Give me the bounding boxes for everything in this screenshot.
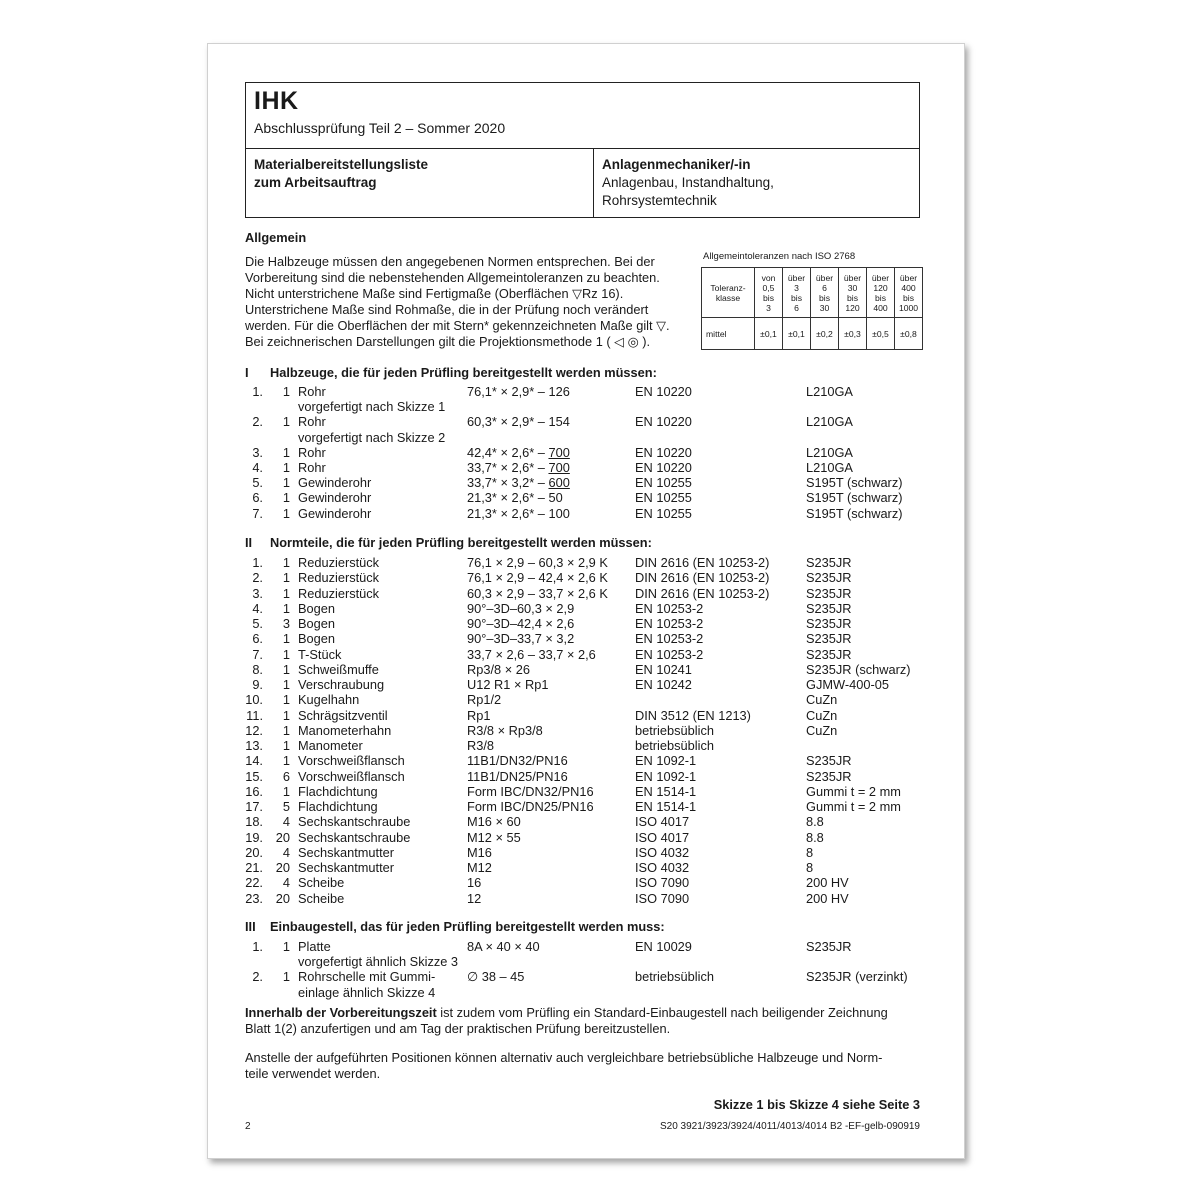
- item-name: Vorschweißflansch: [298, 753, 405, 769]
- item-quantity: 1: [282, 631, 290, 647]
- header-top: [246, 83, 919, 149]
- item-material: CuZn: [806, 722, 838, 738]
- item-number: 7.: [252, 646, 263, 662]
- list-item: [208, 384, 964, 399]
- item-name: Reduzierstück: [298, 555, 380, 570]
- list-item: [208, 738, 964, 753]
- item-norm: EN 10255: [635, 490, 692, 506]
- item-name: Bogen: [298, 631, 336, 647]
- raw-dimension: 700: [548, 460, 570, 475]
- item-material: 200 HV: [806, 875, 849, 891]
- item-norm: ISO 4032: [635, 844, 690, 860]
- item-number: 21.: [245, 860, 263, 875]
- tolerance-value: ±0,5: [867, 318, 895, 350]
- item-material: CuZn: [806, 707, 838, 723]
- tolerance-row-label: mittel: [702, 318, 755, 350]
- item-number: 4.: [252, 600, 263, 616]
- class-label: Toleranz-: [710, 282, 746, 293]
- item-norm: EN 10220: [635, 414, 692, 430]
- page-number: 2: [245, 1121, 251, 1132]
- item-name: Verschraubung: [298, 677, 385, 692]
- item-norm: ISO 4017: [635, 829, 690, 845]
- list-item: [208, 830, 964, 845]
- general-line: werden. Für die Oberflächen der mit Stern* gekennzeichneten Maße gilt ▽.: [245, 318, 670, 333]
- specialty-line-1: Anlagenbau, Instandhaltung,: [602, 175, 774, 190]
- tolerance-value: ±0,1: [783, 318, 811, 350]
- item-dimension: 33,7* × 3,2* – 600: [467, 475, 570, 491]
- general-line: Unterstrichene Maße sind Rohmaße, die in der Prüfung noch verändert: [245, 302, 649, 317]
- item-material: S235JR: [806, 631, 852, 647]
- item-number: 5.: [252, 616, 263, 631]
- list-item: [208, 875, 964, 890]
- list-item: [208, 891, 964, 906]
- item-name: Rohr: [298, 460, 326, 475]
- list-item: [208, 814, 964, 829]
- item-norm: EN 10220: [635, 384, 692, 399]
- tolerance-class-header: [702, 268, 755, 318]
- exam-title: Abschlussprüfung Teil 2 – Sommer 2020: [254, 120, 506, 136]
- item-material: L210GA: [806, 444, 853, 460]
- item-note: vorgefertigt ähnlich Skizze 3: [298, 954, 459, 970]
- item-quantity: 1: [282, 555, 290, 570]
- item-quantity: 20: [275, 860, 290, 875]
- item-name: Rohrschelle mit Gummi-: [298, 969, 436, 985]
- general-line: Vorbereitung sind die nebenstehenden Allgemeintoleranzen zu beachten.: [245, 270, 660, 285]
- item-name: Schweißmuffe: [298, 661, 379, 677]
- general-heading: Allgemein: [245, 230, 307, 245]
- item-name: T-Stück: [298, 646, 342, 662]
- item-norm: EN 1092-1: [635, 753, 697, 769]
- item-quantity: 1: [282, 475, 290, 491]
- list-item: [208, 506, 964, 521]
- item-name: Schrägsitzventil: [298, 707, 388, 723]
- item-material: S235JR (schwarz): [806, 661, 911, 677]
- item-quantity: 1: [282, 460, 290, 475]
- item-dimension: 16: [467, 875, 482, 891]
- item-number: 2.: [252, 414, 263, 430]
- item-material: 8: [806, 844, 814, 860]
- item-number: 2.: [252, 570, 263, 586]
- range-cell: von 0,5 bis 3: [755, 268, 783, 318]
- item-name: Bogen: [298, 616, 336, 631]
- item-norm: EN 10253-2: [635, 646, 704, 662]
- item-dimension: 42,4* × 2,6* – 700: [467, 444, 570, 460]
- item-dimension: U12 R1 × Rp1: [467, 677, 549, 692]
- item-material: S195T (schwarz): [806, 505, 903, 521]
- item-dimension: Rp3/8 × 26: [467, 661, 530, 677]
- item-name: Manometer: [298, 738, 363, 753]
- item-name: Platte: [298, 939, 331, 954]
- item-material: CuZn: [806, 692, 838, 708]
- item-material: S235JR: [806, 646, 852, 662]
- item-material: 8: [806, 860, 814, 875]
- item-material: 8.8: [806, 829, 824, 845]
- item-norm: EN 10255: [635, 475, 692, 491]
- item-norm: DIN 3512 (EN 1213): [635, 707, 751, 723]
- item-number: 2.: [252, 969, 263, 985]
- item-dimension: 33,7* × 2,6* – 700: [467, 460, 570, 475]
- item-name: Sechskantschraube: [298, 814, 411, 830]
- item-norm: EN 1514-1: [635, 783, 697, 799]
- item-norm: EN 10241: [635, 661, 692, 677]
- item-number: 12.: [245, 722, 263, 738]
- item-name: Rohr: [298, 444, 326, 460]
- item-dimension: R3/8: [467, 738, 495, 753]
- item-name: Flachdichtung: [298, 799, 378, 814]
- item-quantity: 5: [282, 799, 290, 814]
- item-number: 3.: [252, 585, 263, 601]
- list-item: [208, 631, 964, 646]
- item-quantity: 20: [275, 829, 290, 845]
- item-number: 1.: [252, 555, 263, 570]
- section-heading: [245, 365, 657, 380]
- section-number: III: [245, 919, 256, 934]
- document-code: S20 3921/3923/3924/4011/4013/4014 B2 -EF-gelb-090919: [659, 1121, 920, 1132]
- section-title: Halbzeuge, die für jeden Prüfling bereitgestellt werden müssen:: [270, 365, 657, 380]
- item-number: 19.: [245, 829, 263, 845]
- item-dimension: 11B1/DN25/PN16: [467, 768, 568, 784]
- item-quantity: 4: [282, 875, 290, 891]
- item-quantity: 1: [282, 505, 290, 521]
- item-name: Manometerhahn: [298, 722, 392, 738]
- item-norm: EN 1092-1: [635, 768, 697, 784]
- range-cell: über 30 bis 120: [839, 268, 867, 318]
- alternative-note: [245, 1050, 925, 1082]
- item-number: 7.: [252, 505, 263, 521]
- item-number: 8.: [252, 661, 263, 677]
- doc-title-line-2: zum Arbeitsauftrag: [254, 175, 377, 190]
- item-dimension: Form IBC/DN32/PN16: [467, 783, 594, 799]
- item-name: Flachdichtung: [298, 783, 378, 799]
- section-title: Einbaugestell, das für jeden Prüfling bereitgestellt werden muss:: [270, 919, 665, 934]
- item-norm: EN 10253-2: [635, 616, 704, 631]
- item-number: 6.: [252, 631, 263, 647]
- item-dimension: 21,3* × 2,6* – 50: [467, 490, 563, 506]
- section-number: II: [245, 535, 253, 550]
- item-dimension: 21,3* × 2,6* – 100: [467, 505, 570, 521]
- item-dimension: 60,3* × 2,9* – 154: [467, 414, 570, 430]
- item-quantity: 1: [282, 692, 290, 708]
- general-line: Bei zeichnerischen Darstellungen gilt die Projektionsmethode 1 ( ◁ ◎ ).: [245, 334, 651, 349]
- ihk-logo: IHK: [254, 87, 299, 115]
- item-material: 8.8: [806, 814, 824, 830]
- item-norm: DIN 2616 (EN 10253-2): [635, 555, 770, 570]
- item-material: S235JR: [806, 585, 852, 601]
- item-material: L210GA: [806, 460, 853, 475]
- item-norm: EN 10253-2: [635, 600, 704, 616]
- item-quantity: 6: [282, 768, 290, 784]
- list-item: [208, 969, 964, 984]
- item-quantity: 1: [282, 722, 290, 738]
- doc-title-cell: [246, 149, 594, 217]
- general-line: Die Halbzeuge müssen den angegebenen Normen entsprechen. Bei der: [245, 254, 655, 269]
- section-heading: [245, 919, 665, 934]
- item-quantity: 1: [282, 738, 290, 753]
- item-name: Kugelhahn: [298, 692, 360, 708]
- list-item: [208, 799, 964, 814]
- alternative-note-line-2: teile verwendet werden.: [245, 1066, 381, 1081]
- item-norm: ISO 7090: [635, 875, 690, 891]
- item-name: Reduzierstück: [298, 585, 380, 601]
- preparation-note-bold: Innerhalb der Vorbereitungszeit: [245, 1005, 437, 1020]
- section-heading: [245, 535, 652, 550]
- list-item: [208, 616, 964, 631]
- item-dimension: M16: [467, 844, 492, 860]
- item-dimension: Rp1: [467, 707, 491, 723]
- range-cell: über 3 bis 6: [783, 268, 811, 318]
- item-dimension: 33,7 × 2,6 – 33,7 × 2,6: [467, 646, 596, 662]
- item-material: S195T (schwarz): [806, 475, 903, 491]
- list-item: [208, 490, 964, 505]
- item-number: 9.: [252, 677, 263, 692]
- item-name: Sechskantmutter: [298, 844, 395, 860]
- item-norm: DIN 2616 (EN 10253-2): [635, 570, 770, 586]
- range-cell: über 120 bis 400: [867, 268, 895, 318]
- item-number: 6.: [252, 490, 263, 506]
- item-number: 10.: [245, 692, 263, 708]
- item-dimension: 90°–3D–42,4 × 2,6: [467, 616, 575, 631]
- item-dimension: 90°–3D–33,7 × 3,2: [467, 631, 575, 647]
- item-norm: EN 10029: [635, 939, 692, 954]
- item-material: GJMW-400-05: [806, 677, 889, 692]
- item-dimension: R3/8 × Rp3/8: [467, 722, 543, 738]
- item-material: S235JR: [806, 570, 852, 586]
- item-name: Gewinderohr: [298, 490, 372, 506]
- item-note: einlage ähnlich Skizze 4: [298, 984, 436, 1000]
- item-norm: EN 10253-2: [635, 631, 704, 647]
- list-item: [208, 753, 964, 768]
- item-dimension: Rp1/2: [467, 692, 502, 708]
- item-material: S235JR: [806, 939, 852, 954]
- list-item: [208, 475, 964, 490]
- item-material: S235JR: [806, 616, 852, 631]
- class-label: klasse: [715, 292, 741, 303]
- item-quantity: 1: [282, 646, 290, 662]
- item-dimension: 76,1* × 2,9* – 126: [467, 384, 570, 399]
- item-name: Scheibe: [298, 875, 345, 891]
- item-number: 1.: [252, 384, 263, 399]
- list-item: [208, 460, 964, 475]
- tolerance-value: ±0,8: [895, 318, 923, 350]
- exam-sheet: [207, 43, 965, 1159]
- item-norm: ISO 4017: [635, 814, 690, 830]
- item-name: Vorschweißflansch: [298, 768, 405, 784]
- section-title: Normteile, die für jeden Prüfling bereitgestellt werden müssen:: [270, 535, 652, 550]
- item-dimension: 90°–3D–60,3 × 2,9: [467, 600, 575, 616]
- list-item: [208, 845, 964, 860]
- tolerance-value: ±0,2: [811, 318, 839, 350]
- item-norm: EN 10242: [635, 677, 692, 692]
- item-dimension: M16 × 60: [467, 814, 521, 830]
- item-number: 16.: [245, 783, 263, 799]
- item-dimension: 11B1/DN32/PN16: [467, 753, 568, 769]
- item-norm: betriebsüblich: [635, 969, 714, 985]
- item-quantity: 1: [282, 585, 290, 601]
- item-quantity: 1: [282, 969, 290, 985]
- item-number: 17.: [245, 799, 263, 814]
- profession-cell: [594, 149, 919, 217]
- list-item: [208, 570, 964, 585]
- sketch-reference: Skizze 1 bis Skizze 4 siehe Seite 3: [713, 1097, 920, 1112]
- item-dimension: 76,1 × 2,9 – 60,3 × 2,9 K: [467, 555, 608, 570]
- item-name: Sechskantmutter: [298, 860, 395, 875]
- list-item: [208, 939, 964, 954]
- item-number: 4.: [252, 460, 263, 475]
- item-norm: DIN 2616 (EN 10253-2): [635, 585, 770, 601]
- list-item: [208, 647, 964, 662]
- item-name: Reduzierstück: [298, 570, 380, 586]
- item-norm: EN 10220: [635, 460, 692, 475]
- item-material: Gummi t = 2 mm: [806, 799, 901, 814]
- range-cell: über 400 bis 1000: [895, 268, 923, 318]
- item-norm: EN 10220: [635, 444, 692, 460]
- item-material: L210GA: [806, 384, 853, 399]
- item-quantity: 1: [282, 661, 290, 677]
- item-number: 22.: [245, 875, 263, 891]
- item-quantity: 1: [282, 570, 290, 586]
- item-material: S235JR: [806, 753, 852, 769]
- tolerance-value: ±0,1: [755, 318, 783, 350]
- item-number: 14.: [245, 753, 263, 769]
- item-quantity: 1: [282, 783, 290, 799]
- item-number: 23.: [245, 890, 263, 906]
- section-number: I: [245, 365, 249, 380]
- item-norm: EN 10255: [635, 505, 692, 521]
- item-name: Bogen: [298, 600, 336, 616]
- item-note: vorgefertigt nach Skizze 2: [298, 429, 446, 445]
- item-quantity: 20: [275, 890, 290, 906]
- item-material: 200 HV: [806, 890, 849, 906]
- preparation-note: [245, 1005, 925, 1037]
- item-number: 13.: [245, 738, 263, 753]
- preparation-note-line-2: Blatt 1(2) anzufertigen und am Tag der praktischen Prüfung bereitzustellen.: [245, 1021, 671, 1036]
- list-item: [208, 769, 964, 784]
- item-material: S235JR: [806, 768, 852, 784]
- item-quantity: 1: [282, 384, 290, 399]
- item-norm: EN 1514-1: [635, 799, 697, 814]
- list-item: [208, 601, 964, 616]
- item-number: 20.: [245, 844, 263, 860]
- general-line: Nicht unterstrichene Maße sind Fertigmaße (Oberflächen ▽Rz 16).: [245, 286, 624, 301]
- list-item: [208, 708, 964, 723]
- item-quantity: 4: [282, 814, 290, 830]
- list-item: [208, 445, 964, 460]
- item-name: Rohr: [298, 414, 326, 430]
- item-material: S195T (schwarz): [806, 490, 903, 506]
- item-name: Sechskantschraube: [298, 829, 411, 845]
- raw-dimension: 600: [548, 475, 570, 491]
- specialty-line-2: Rohrsystemtechnik: [602, 193, 717, 208]
- item-dimension: ∅ 38 – 45: [467, 969, 525, 985]
- item-material: S235JR: [806, 600, 852, 616]
- item-material: S235JR (verzinkt): [806, 969, 908, 985]
- preparation-note-text: ist zudem vom Prüfling ein Standard-Einbaugestell nach beiligender Zeichnung: [436, 1005, 888, 1020]
- tolerance-table: [701, 267, 923, 350]
- item-number: 1.: [252, 939, 263, 954]
- item-dimension: M12 × 55: [467, 829, 521, 845]
- header-box: [245, 82, 920, 218]
- item-number: 5.: [252, 475, 263, 491]
- doc-title-line-1: Materialbereitstellungsliste: [254, 157, 429, 172]
- item-quantity: 1: [282, 753, 290, 769]
- item-dimension: 8A × 40 × 40: [467, 939, 540, 954]
- tolerance-title: Allgemeintoleranzen nach ISO 2768: [703, 251, 856, 262]
- alternative-note-line-1: Anstelle der aufgeführten Positionen können alternativ auch vergleichbare betriebsübliche Halbzeuge und Norm-: [245, 1050, 883, 1065]
- list-item: [208, 723, 964, 738]
- item-number: 18.: [245, 814, 263, 830]
- item-quantity: 1: [282, 707, 290, 723]
- item-dimension: 76,1 × 2,9 – 42,4 × 2,6 K: [467, 570, 608, 586]
- item-dimension: 12: [467, 890, 482, 906]
- item-quantity: 1: [282, 444, 290, 460]
- item-quantity: 1: [282, 677, 290, 692]
- general-text: [245, 254, 685, 350]
- item-norm: betriebsüblich: [635, 738, 714, 753]
- list-item: [208, 860, 964, 875]
- item-number: 11.: [246, 707, 263, 723]
- item-number: 3.: [252, 444, 263, 460]
- profession: Anlagenmechaniker/-in: [602, 157, 751, 172]
- item-dimension: 60,3 × 2,9 – 33,7 × 2,6 K: [467, 585, 608, 601]
- list-item: [208, 555, 964, 570]
- item-quantity: 4: [282, 844, 290, 860]
- item-name: Rohr: [298, 384, 326, 399]
- list-item: [208, 784, 964, 799]
- list-item: [208, 586, 964, 601]
- item-norm: ISO 7090: [635, 890, 690, 906]
- item-quantity: 1: [282, 414, 290, 430]
- list-item: [208, 677, 964, 692]
- item-number: 15.: [245, 768, 263, 784]
- item-dimension: M12: [467, 860, 492, 875]
- item-norm: ISO 4032: [635, 860, 690, 875]
- item-quantity: 3: [282, 616, 290, 631]
- range-cell: über 6 bis 30: [811, 268, 839, 318]
- item-name: Gewinderohr: [298, 475, 372, 491]
- item-quantity: 1: [282, 490, 290, 506]
- item-material: S235JR: [806, 555, 852, 570]
- list-item: [208, 414, 964, 429]
- item-note: vorgefertigt nach Skizze 1: [298, 399, 446, 415]
- item-quantity: 1: [282, 600, 290, 616]
- item-norm: betriebsüblich: [635, 722, 714, 738]
- item-quantity: 1: [282, 939, 290, 954]
- item-dimension: Form IBC/DN25/PN16: [467, 799, 594, 814]
- raw-dimension: 700: [548, 444, 570, 460]
- list-item: [208, 662, 964, 677]
- item-name: Gewinderohr: [298, 505, 372, 521]
- item-material: L210GA: [806, 414, 853, 430]
- list-item: [208, 692, 964, 707]
- tolerance-value: ±0,3: [839, 318, 867, 350]
- item-name: Scheibe: [298, 890, 345, 906]
- item-material: Gummi t = 2 mm: [806, 783, 901, 799]
